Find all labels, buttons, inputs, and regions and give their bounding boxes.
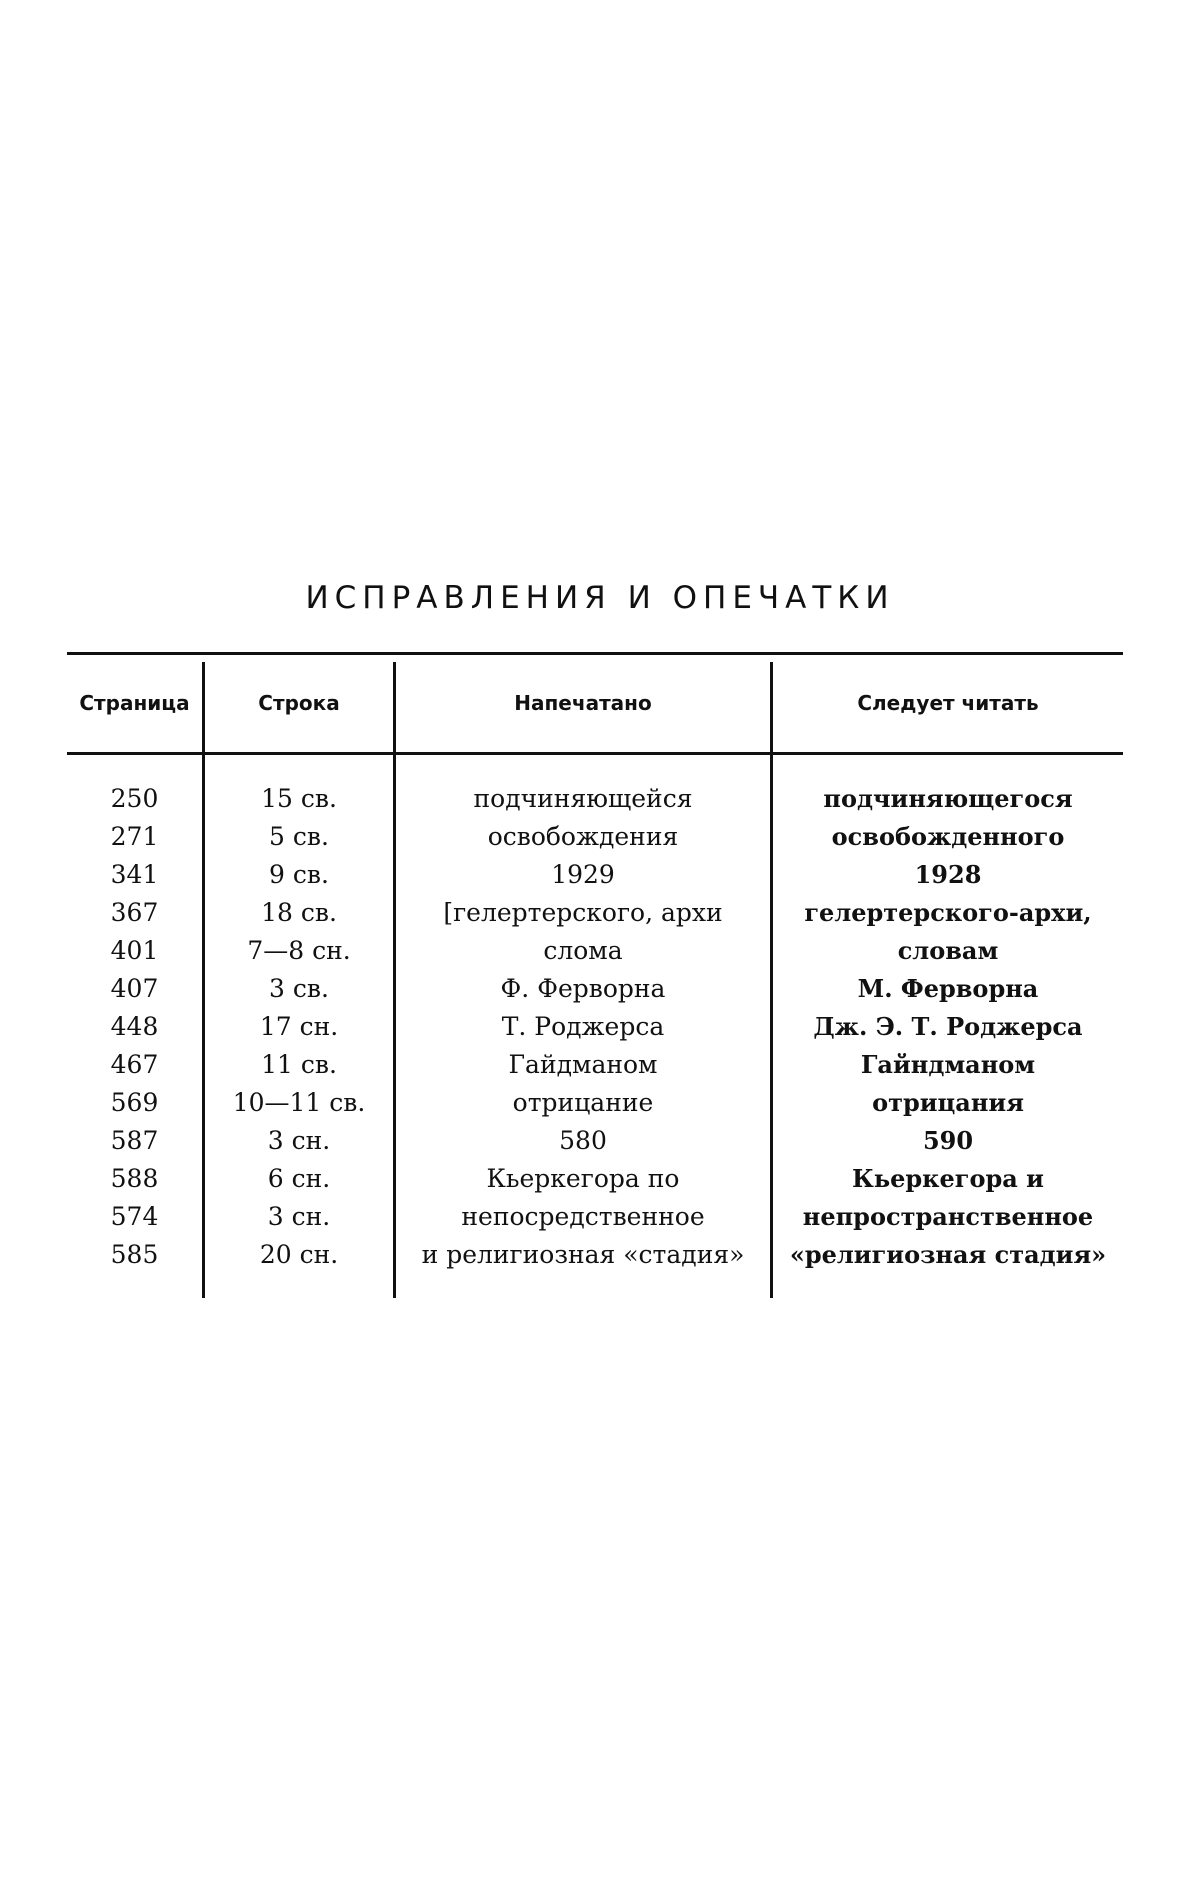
cell-should-read: «религиозная стадия» [789,1240,1107,1269]
cell-line: 3 сн. [267,1126,331,1155]
cell-page: 585 [110,1240,159,1269]
cell-line: 6 сн. [267,1164,331,1193]
cell-line: 18 св. [261,898,337,927]
cell-printed: [гелертерского, архи [443,898,723,927]
cell-printed: 580 [559,1126,607,1155]
cell-line: 3 сн. [267,1202,331,1231]
table-row [67,1046,1123,1084]
cell-page: 467 [110,1050,159,1079]
cell-page: 587 [110,1126,159,1155]
table-row [67,856,1123,894]
cell-should-read: 590 [922,1126,974,1155]
table-row [67,1236,1123,1274]
cell-should-read: подчиняющегося [823,784,1073,813]
table-row [67,932,1123,970]
cell-printed: отрицание [512,1088,654,1117]
header-should-read: Следует читать [857,691,1039,715]
cell-printed: Гайдманом [508,1050,658,1079]
cell-line: 11 св. [261,1050,337,1079]
cell-should-read: Дж. Э. Т. Роджерса [813,1012,1083,1041]
cell-page: 407 [110,974,159,1003]
cell-should-read: Кьеркегора и [852,1164,1044,1193]
cell-page: 367 [110,898,159,927]
cell-printed: непосредственное [461,1202,705,1231]
table-row [67,818,1123,856]
table-row [67,780,1123,818]
cell-should-read: М. Ферворна [857,974,1039,1003]
cell-printed: Т. Роджерса [501,1012,665,1041]
table-body [67,780,1123,1274]
table-row [67,1198,1123,1236]
cell-line: 5 св. [269,822,329,851]
cell-printed: Кьеркегора по [486,1164,680,1193]
cell-line: 20 сн. [259,1240,339,1269]
cell-page: 401 [110,936,159,965]
cell-page: 588 [110,1164,159,1193]
cell-page: 271 [110,822,159,851]
table-header-rule [67,752,1123,755]
table-row [67,1084,1123,1122]
cell-line: 9 св. [269,860,329,889]
cell-line: 10—11 св. [232,1088,366,1117]
page-title: ИСПРАВЛЕНИЯ И ОПЕЧАТКИ [305,580,895,616]
cell-line: 15 св. [261,784,337,813]
cell-page: 341 [110,860,159,889]
table-row [67,894,1123,932]
table-header [67,655,1123,752]
cell-should-read: словам [897,936,999,965]
cell-should-read: отрицания [872,1088,1024,1117]
header-printed: Напечатано [514,691,652,715]
cell-printed: 1929 [551,860,615,889]
cell-line: 3 св. [269,974,329,1003]
table-row [67,1160,1123,1198]
cell-should-read: Гайндманом [860,1050,1036,1079]
cell-page: 448 [110,1012,159,1041]
cell-should-read: гелертерского-архи, [804,898,1092,927]
cell-printed: подчиняющейся [473,784,693,813]
cell-page: 250 [110,784,159,813]
header-page: Страница [79,691,190,715]
cell-line: 7—8 сн. [247,936,351,965]
cell-should-read: освобожденного [831,822,1065,851]
cell-printed: слома [543,936,623,965]
cell-line: 17 сн. [259,1012,339,1041]
cell-printed: Ф. Ферворна [500,974,666,1003]
cell-page: 569 [110,1088,159,1117]
cell-printed: освобождения [487,822,679,851]
header-line: Строка [258,691,340,715]
cell-should-read: 1928 [914,860,982,889]
table-row [67,1122,1123,1160]
cell-printed: и религиозная «стадия» [421,1240,745,1269]
cell-page: 574 [110,1202,159,1231]
table-row [67,970,1123,1008]
cell-should-read: непространственное [802,1202,1094,1231]
table-row [67,1008,1123,1046]
